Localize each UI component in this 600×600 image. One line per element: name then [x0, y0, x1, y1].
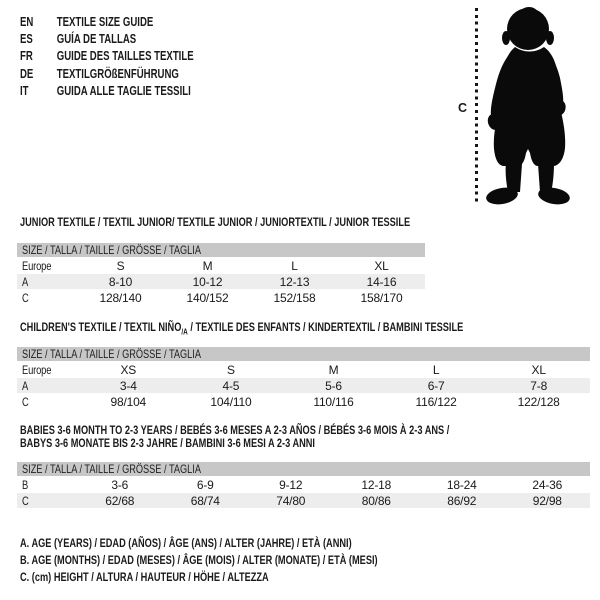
- language-label: GUÍA DE TALLAS: [56, 31, 137, 47]
- junior-table: [17, 243, 425, 306]
- row-label: A: [22, 274, 29, 289]
- value-cell: 4-5: [222, 378, 240, 393]
- babies-table: [17, 462, 590, 509]
- value-cell: 140/152: [186, 290, 229, 305]
- value-cell: 12-18: [361, 477, 392, 492]
- babies-table-title: BABIES 3-6 MONTH TO 2-3 YEARS / BEBÉS 3-6 MESES A 2-3 AÑOS / BÉBÉS 3-6 MOIS À 2-3 ANS / BABYS 3-6 MONATE BIS 2-3 JAHRE / BAMBINI 3-6 MESI A 2-3 ANNI: [20, 423, 450, 451]
- language-list: [20, 14, 252, 100]
- table-row: [17, 274, 425, 290]
- value-cell: 3-4: [119, 378, 137, 393]
- title-subscript: /A: [181, 326, 188, 337]
- value-cell: 8-10: [108, 274, 133, 289]
- value-cell: 3-6: [111, 477, 129, 492]
- table-row: [17, 290, 425, 306]
- value-cell: 18-24: [446, 477, 477, 492]
- language-row: [20, 14, 194, 31]
- size-cell: XS: [120, 362, 137, 377]
- table-row: [17, 378, 590, 394]
- value-cell: 122/128: [517, 394, 560, 409]
- size-cell: XL: [531, 362, 546, 377]
- value-cell: 12-13: [279, 274, 310, 289]
- height-measure-line: [475, 8, 478, 205]
- row-label: A: [22, 378, 29, 393]
- language-label: TEXTILE SIZE GUIDE: [56, 14, 154, 29]
- row-label: C: [22, 493, 29, 508]
- size-cell: S: [116, 258, 125, 273]
- junior-table-title: JUNIOR TEXTILE / TEXTIL JUNIOR/ TEXTILE JUNIOR / JUNIORTEXTIL / JUNIOR TESSILE: [20, 215, 411, 229]
- row-label: B: [22, 477, 29, 492]
- value-cell: 80/86: [361, 493, 391, 508]
- footnote-c: C. (cm) HEIGHT / ALTURA / HAUTEUR / HÖHE / ALTEZZA: [20, 570, 269, 585]
- size-cell: XL: [374, 258, 389, 273]
- size-cell: L: [432, 362, 440, 377]
- value-cell: 128/140: [99, 290, 142, 305]
- size-header-text: SIZE / TALLA / TAILLE / GRÖSSE / TAGLIA: [22, 462, 201, 476]
- value-cell: 158/170: [360, 290, 403, 305]
- value-cell: 10-12: [192, 274, 223, 289]
- size-cell: M: [202, 258, 213, 273]
- language-label: GUIDA ALLE TAGLIE TESSILI: [56, 82, 191, 98]
- footnote-a: A. AGE (YEARS) / EDAD (AÑOS) / ÂGE (ANS) / ALTER (JAHRE) / ETÀ (ANNI): [20, 536, 352, 550]
- table-row: [17, 258, 425, 274]
- value-cell: 62/68: [105, 493, 135, 508]
- value-cell: 6-7: [427, 378, 445, 393]
- children-table-title: CHILDREN'S TEXTILE / TEXTIL $NIÑO_{/A}$ / TEXTILE DES ENFANTS / KINDERTEXTIL / BAMBINI TESSILE: [20, 320, 464, 337]
- table-row: [17, 493, 590, 509]
- height-measure-label: C: [458, 101, 468, 115]
- size-header-bar: [17, 347, 590, 361]
- size-header-bar: [17, 243, 425, 257]
- table-row: [17, 394, 590, 410]
- value-cell: 86/92: [447, 493, 477, 508]
- table-row: [17, 362, 590, 378]
- language-code: DE: [20, 65, 34, 81]
- children-table: [17, 347, 590, 410]
- value-cell: 110/116: [313, 394, 354, 409]
- table-row: [17, 477, 590, 493]
- language-code: FR: [20, 48, 33, 64]
- language-row: [20, 83, 194, 100]
- row-label: C: [22, 394, 29, 409]
- footnotes: [20, 536, 497, 588]
- value-cell: 98/104: [110, 394, 147, 409]
- size-cell: M: [328, 362, 339, 377]
- value-cell: 104/110: [210, 394, 252, 409]
- row-label: Europe: [22, 258, 52, 273]
- size-cell: S: [226, 362, 235, 377]
- language-row: [20, 48, 194, 65]
- toddler-silhouette-icon: [484, 6, 576, 208]
- value-cell: 92/98: [532, 493, 562, 508]
- value-cell: 9-12: [279, 477, 303, 492]
- value-cell: 14-16: [366, 274, 397, 289]
- size-header-bar: [17, 462, 590, 476]
- value-cell: 68/74: [190, 493, 220, 508]
- row-label: Europe: [22, 362, 52, 377]
- value-cell: 6-9: [196, 477, 214, 492]
- row-label: C: [22, 290, 29, 305]
- language-code: ES: [20, 31, 33, 47]
- footnote-b: B. AGE (MONTHS) / EDAD (MESES) / ÂGE (MOIS) / ALTER (MONATE) / ETÀ (MESI): [20, 553, 378, 568]
- value-cell: 152/158: [273, 290, 316, 305]
- size-cell: L: [291, 258, 298, 273]
- language-row: [20, 31, 194, 48]
- language-code: IT: [20, 82, 29, 98]
- language-label: GUIDE DES TAILLES TEXTILE: [56, 48, 194, 64]
- language-row: [20, 66, 194, 83]
- size-header-text: SIZE / TALLA / TAILLE / GRÖSSE / TAGLIA: [22, 347, 201, 361]
- value-cell: 7-8: [530, 378, 548, 393]
- language-code: EN: [20, 14, 34, 29]
- value-cell: 116/122: [415, 394, 457, 409]
- language-label: TEXTILGRÖßENFÜHRUNG: [56, 65, 179, 81]
- value-cell: 24-36: [532, 477, 563, 492]
- size-header-text: SIZE / TALLA / TAILLE / GRÖSSE / TAGLIA: [22, 243, 201, 257]
- value-cell: 74/80: [276, 493, 306, 508]
- value-cell: 5-6: [325, 378, 342, 393]
